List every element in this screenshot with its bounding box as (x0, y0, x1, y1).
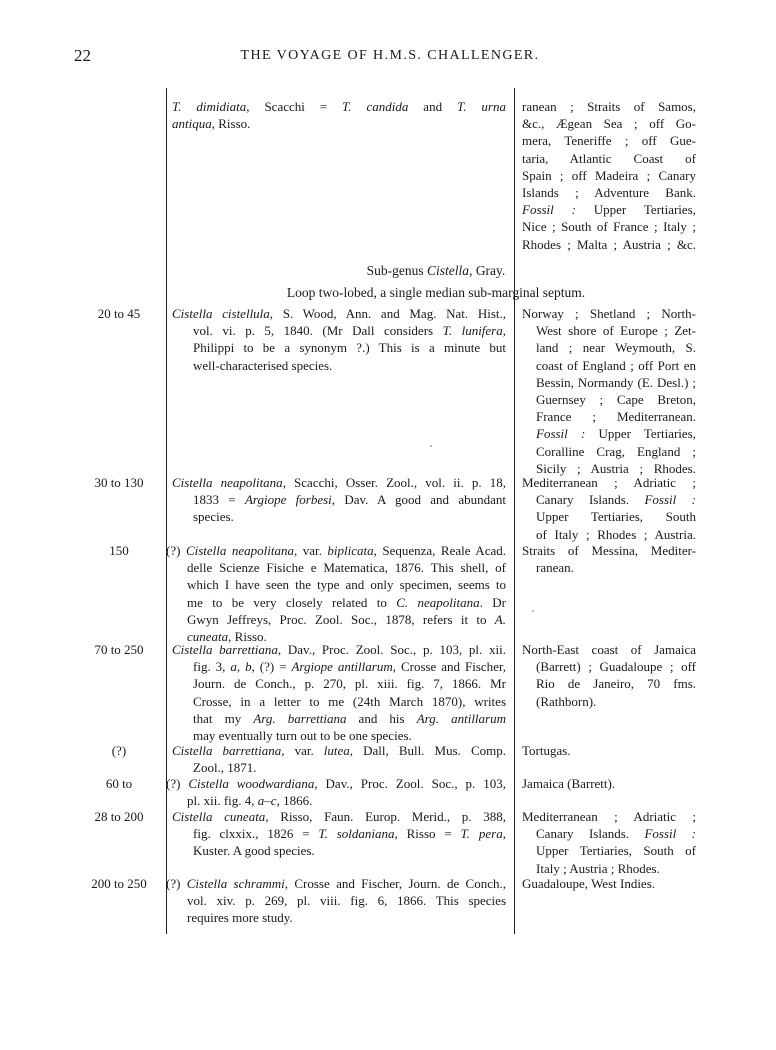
subgenus-description: Loop two-lobed, a single median sub-marginal septum. (286, 285, 586, 300)
locality-line: land ; near Weymouth, S. (536, 340, 696, 356)
subgenus-prefix: Sub-genus (366, 263, 424, 278)
species-cell (172, 305, 506, 374)
species-line: Cistella cistellula, S. Wood, Ann. and Mag. Nat. Hist., (172, 306, 507, 321)
species-line: (?) Cistella woodwardiana, Dav., Proc. Zool. Soc., p. 103, (166, 776, 506, 791)
locality-line: Rhodes ; Malta ; Austria ; &c. (522, 236, 696, 252)
column-rule-species-locality (514, 88, 515, 934)
species-line: Gwyn Jeffreys, Proc. Zool. Soc., 1878, refers it to A. (187, 611, 506, 627)
species-line: delle Scienze Fisiche e Matematica, 1876. This shell, of (187, 560, 506, 576)
locality-line: France ; Mediterranean. (536, 409, 696, 425)
species-line: cuneata, Risso. (187, 629, 267, 645)
running-title: THE VOYAGE OF H.M.S. CHALLENGER. (240, 48, 540, 63)
locality-line: Mediterranean ; Adriatic ; (522, 475, 696, 490)
locality-cell (522, 775, 696, 792)
locality-line: Fossil : Upper Tertiaries, (536, 426, 696, 442)
species-line: vol. xiv. p. 269, pl. viii. fig. 6, 1866. This species (187, 893, 506, 909)
locality-line: Bessin, Normandy (E. Desl.) ; (536, 374, 696, 390)
locality-line: Nice ; South of France ; Italy ; (522, 219, 696, 235)
species-line: may eventually turn out to be one species. (193, 728, 412, 744)
species-line: Kuster. A good species. (193, 843, 315, 859)
locality-line: Fossil : Upper Tertiaries, (522, 202, 696, 218)
species-line: species. (193, 509, 234, 525)
locality-cell (522, 641, 696, 710)
species-line: pl. xii. fig. 4, a–c, 1866. (187, 793, 313, 809)
specks (430, 445, 432, 447)
locality-cell (522, 808, 696, 877)
depth-cell: 20 to 45 (97, 306, 141, 321)
locality-line: Sicily ; Austria ; Rhodes. (536, 460, 696, 476)
continued-species-cell (172, 98, 506, 132)
locality-cell (522, 305, 696, 477)
depth-cell: 28 to 200 (94, 809, 144, 824)
locality-line: (Barrett) ; Guadaloupe ; off (536, 659, 696, 675)
species-line: well-characterised species. (193, 357, 333, 373)
depth-cell: 70 to 250 (94, 642, 144, 657)
locality-line: Norway ; Shetland ; North- (522, 306, 696, 321)
species-cell (166, 875, 506, 927)
locality-line: Upper Tertiaries, South of (536, 843, 696, 859)
species-cell (172, 808, 506, 860)
species-cell (166, 775, 506, 809)
species-line: Zool., 1871. (193, 760, 257, 776)
locality-line: North-East coast of Jamaica (522, 642, 696, 657)
locality-line: &c., Ægean Sea ; off Go- (522, 116, 696, 132)
locality-line: Italy ; Austria ; Rhodes. (536, 860, 660, 876)
locality-line: Tortugas. (522, 743, 571, 758)
locality-line: West shore of Europe ; Zet- (536, 323, 696, 339)
species-line: Cistella cuneata, Risso, Faun. Europ. Merid., p. 388, (172, 809, 506, 824)
species-line: Philippi to be a synonym ?.) This is a minute but (193, 340, 506, 356)
continued-locality-cell (522, 98, 696, 253)
subgenus-author: , Gray. (469, 263, 506, 278)
locality-line: coast of England ; off Port en (536, 357, 696, 373)
locality-line: ranean ; Straits of Samos, (522, 99, 696, 114)
depth-cell: 150 (109, 543, 129, 558)
species-line: antiqua, Risso. (172, 116, 251, 132)
locality-line: Jamaica (Barrett). (522, 776, 616, 791)
species-line: requires more study. (187, 910, 293, 926)
species-cell (172, 474, 506, 526)
species-line: fig. 3, a, b, (?) = Argiope antillarum, Crosse and Fischer, (193, 659, 507, 675)
page-number: 22 (74, 46, 91, 65)
species-cell (172, 742, 506, 776)
species-line: fig. clxxix., 1826 = T. soldaniana, Risso = T. pera, (193, 826, 506, 842)
locality-line: Guernsey ; Cape Breton, (536, 392, 696, 408)
locality-line: Canary Islands. Fossil : (536, 492, 696, 508)
locality-line: Islands ; Adventure Bank. (522, 185, 696, 201)
specks (532, 610, 534, 612)
species-line: Crosse, in a letter to me (24th March 1870), writes (193, 693, 506, 709)
subgenus-name: Cistella (427, 263, 470, 278)
locality-line: Coralline Crag, England ; (536, 443, 696, 459)
locality-line: Spain ; off Madeira ; Canary (522, 167, 696, 183)
species-line: me to be very closely related to C. neapolitana. Dr (187, 594, 506, 610)
locality-line: Upper Tertiaries, South (536, 509, 696, 525)
locality-line: of Italy ; Rhodes ; Austria. (536, 526, 696, 542)
depth-cell: 30 to 130 (94, 475, 144, 490)
species-line: Cistella barrettiana, Dav., Proc. Zool. Soc., p. 103, pl. xii. (172, 642, 506, 657)
species-line: Cistella barrettiana, var. lutea, Dall, Bull. Mus. Comp. (172, 743, 506, 758)
species-line: Cistella neapolitana, Scacchi, Osser. Zool., vol. ii. p. 18, (172, 475, 506, 490)
locality-cell (522, 542, 696, 576)
locality-cell (522, 742, 696, 759)
species-line: vol. vi. p. 5, 1840. (Mr Dall considers T. lunifera, (193, 323, 506, 339)
page-header (70, 44, 710, 68)
locality-line: Guadaloupe, West Indies. (522, 876, 656, 891)
species-line: 1833 = Argiope forbesi, Dav. A good and abundant (193, 492, 506, 508)
locality-cell (522, 474, 696, 543)
locality-line: Canary Islands. Fossil : (536, 826, 696, 842)
locality-line: Straits of Messina, Mediter- (522, 543, 696, 558)
species-cell (166, 542, 506, 645)
species-line: Journ. de Conch., p. 270, pl. xiii. fig. 7, 1866. Mr (193, 676, 506, 692)
species-cell (172, 641, 506, 744)
species-line: T. dimidiata, Scacchi = T. candida and T. urna (172, 99, 506, 114)
subgenus-heading (166, 263, 706, 279)
locality-line: ranean. (536, 560, 574, 576)
depth-cell: (?) (111, 743, 127, 758)
locality-cell (522, 875, 696, 892)
locality-line: (Rathborn). (536, 693, 597, 709)
locality-line: mera, Teneriffe ; off Gue- (522, 133, 696, 149)
species-line: (?) Cistella schrammi, Crosse and Fischer, Journ. de Conch., (166, 876, 506, 891)
species-line: which I have seen the type and only specimen, seems to (187, 577, 506, 593)
locality-line: Rio de Janeiro, 70 fms. (536, 676, 696, 692)
species-line: (?) Cistella neapolitana, var. biplicata, Sequenza, Reale Acad. (166, 543, 506, 558)
locality-line: taria, Atlantic Coast of (522, 150, 696, 166)
depth-cell: 200 to 250 (91, 876, 147, 891)
depth-cell: 60 to (105, 776, 133, 791)
locality-line: Mediterranean ; Adriatic ; (522, 809, 696, 824)
species-line: that my Arg. barrettiana and his Arg. antillarum (193, 710, 506, 726)
